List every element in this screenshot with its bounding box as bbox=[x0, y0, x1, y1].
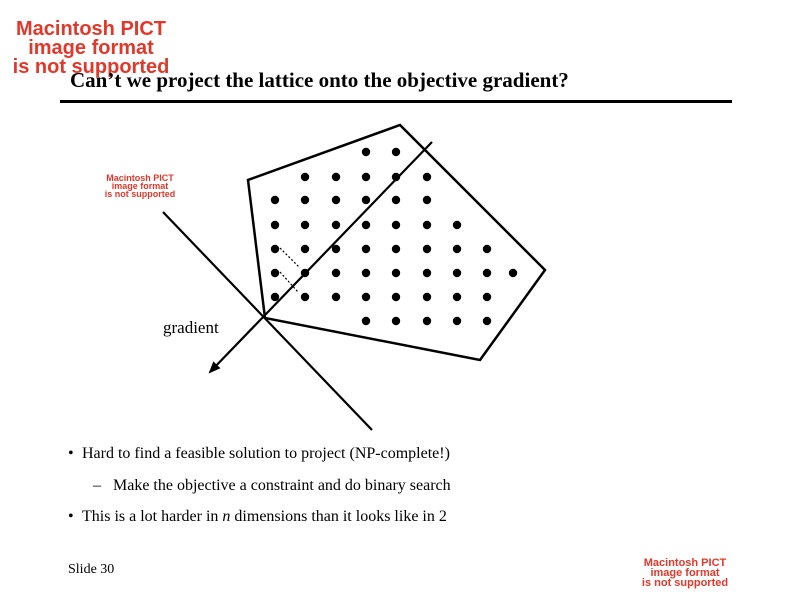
sub-bullet-item bbox=[93, 477, 451, 495]
lattice-point bbox=[453, 269, 461, 277]
lattice-points bbox=[271, 148, 517, 325]
lattice-point bbox=[453, 293, 461, 301]
placeholder-line: image format bbox=[650, 567, 720, 579]
lattice-point bbox=[483, 269, 491, 277]
placeholder-line: Macintosh PICT bbox=[15, 18, 166, 40]
bullet-italic-n: n bbox=[222, 508, 231, 525]
bullet-text: dimensions than it looks like in 2 bbox=[230, 508, 447, 525]
sub-bullet-marker: – bbox=[93, 477, 101, 494]
bullet-item bbox=[68, 508, 447, 526]
lattice-point bbox=[362, 269, 370, 277]
lattice-point bbox=[362, 173, 370, 181]
placeholder-line: Macintosh PICT bbox=[106, 173, 174, 183]
bullet-text: This is a lot harder in bbox=[82, 508, 223, 525]
lattice-point bbox=[332, 269, 340, 277]
lattice-point bbox=[392, 148, 400, 156]
bullet-item bbox=[68, 445, 450, 463]
lattice-point bbox=[301, 269, 309, 277]
lattice-point bbox=[423, 293, 431, 301]
lattice-point bbox=[509, 269, 517, 277]
lattice-point bbox=[271, 221, 279, 229]
gradient-label: gradient bbox=[163, 318, 219, 337]
bullet-marker: • bbox=[68, 508, 74, 525]
lattice-point bbox=[453, 221, 461, 229]
lattice-point bbox=[271, 196, 279, 204]
lattice-point bbox=[453, 317, 461, 325]
lattice-point bbox=[271, 269, 279, 277]
bullet-text: Make the objective a constraint and do binary search bbox=[113, 477, 451, 494]
lattice-point bbox=[362, 196, 370, 204]
lattice-point bbox=[362, 293, 370, 301]
lattice-point bbox=[423, 317, 431, 325]
lattice-point bbox=[392, 317, 400, 325]
lattice-point bbox=[301, 245, 309, 253]
lattice-point bbox=[271, 293, 279, 301]
bullet-marker: • bbox=[68, 445, 74, 462]
lattice-point bbox=[332, 245, 340, 253]
lattice-point bbox=[362, 245, 370, 253]
lattice-point bbox=[392, 245, 400, 253]
lattice-point bbox=[423, 245, 431, 253]
lattice-point bbox=[332, 221, 340, 229]
lattice-point bbox=[423, 221, 431, 229]
placeholder-line: is not supported bbox=[641, 577, 729, 589]
lattice-point bbox=[271, 245, 279, 253]
lattice-point bbox=[362, 221, 370, 229]
lattice-point bbox=[362, 317, 370, 325]
lattice-point bbox=[483, 293, 491, 301]
lattice-point bbox=[301, 196, 309, 204]
lattice-point bbox=[332, 173, 340, 181]
lattice-point bbox=[392, 293, 400, 301]
projection-dashed-line bbox=[280, 248, 300, 268]
lattice-point bbox=[332, 196, 340, 204]
lattice-point bbox=[362, 148, 370, 156]
lattice-point bbox=[423, 196, 431, 204]
lattice-point bbox=[483, 245, 491, 253]
lattice-point bbox=[423, 173, 431, 181]
lattice-point bbox=[392, 173, 400, 181]
unsupported-image-placeholder bbox=[634, 558, 736, 588]
slide-title: Can’t we project the lattice onto the objective gradient? bbox=[70, 68, 569, 92]
lattice-point bbox=[453, 245, 461, 253]
lattice-point bbox=[301, 293, 309, 301]
lattice-point bbox=[392, 196, 400, 204]
placeholder-line: is not supported bbox=[104, 189, 176, 199]
lattice-point bbox=[483, 317, 491, 325]
lattice-point bbox=[392, 221, 400, 229]
lattice-point bbox=[301, 221, 309, 229]
lattice-point bbox=[301, 173, 309, 181]
lattice-point bbox=[332, 293, 340, 301]
lattice-point bbox=[392, 269, 400, 277]
bullet-text: Hard to find a feasible solution to project (NP-complete!) bbox=[82, 445, 450, 462]
placeholder-line: is not supported bbox=[12, 56, 170, 78]
placeholder-line: image format bbox=[28, 37, 154, 59]
lattice-point bbox=[423, 269, 431, 277]
placeholder-line: Macintosh PICT bbox=[643, 557, 727, 569]
slide-number: Slide 30 bbox=[68, 562, 115, 577]
placeholder-line: image format bbox=[111, 181, 169, 191]
